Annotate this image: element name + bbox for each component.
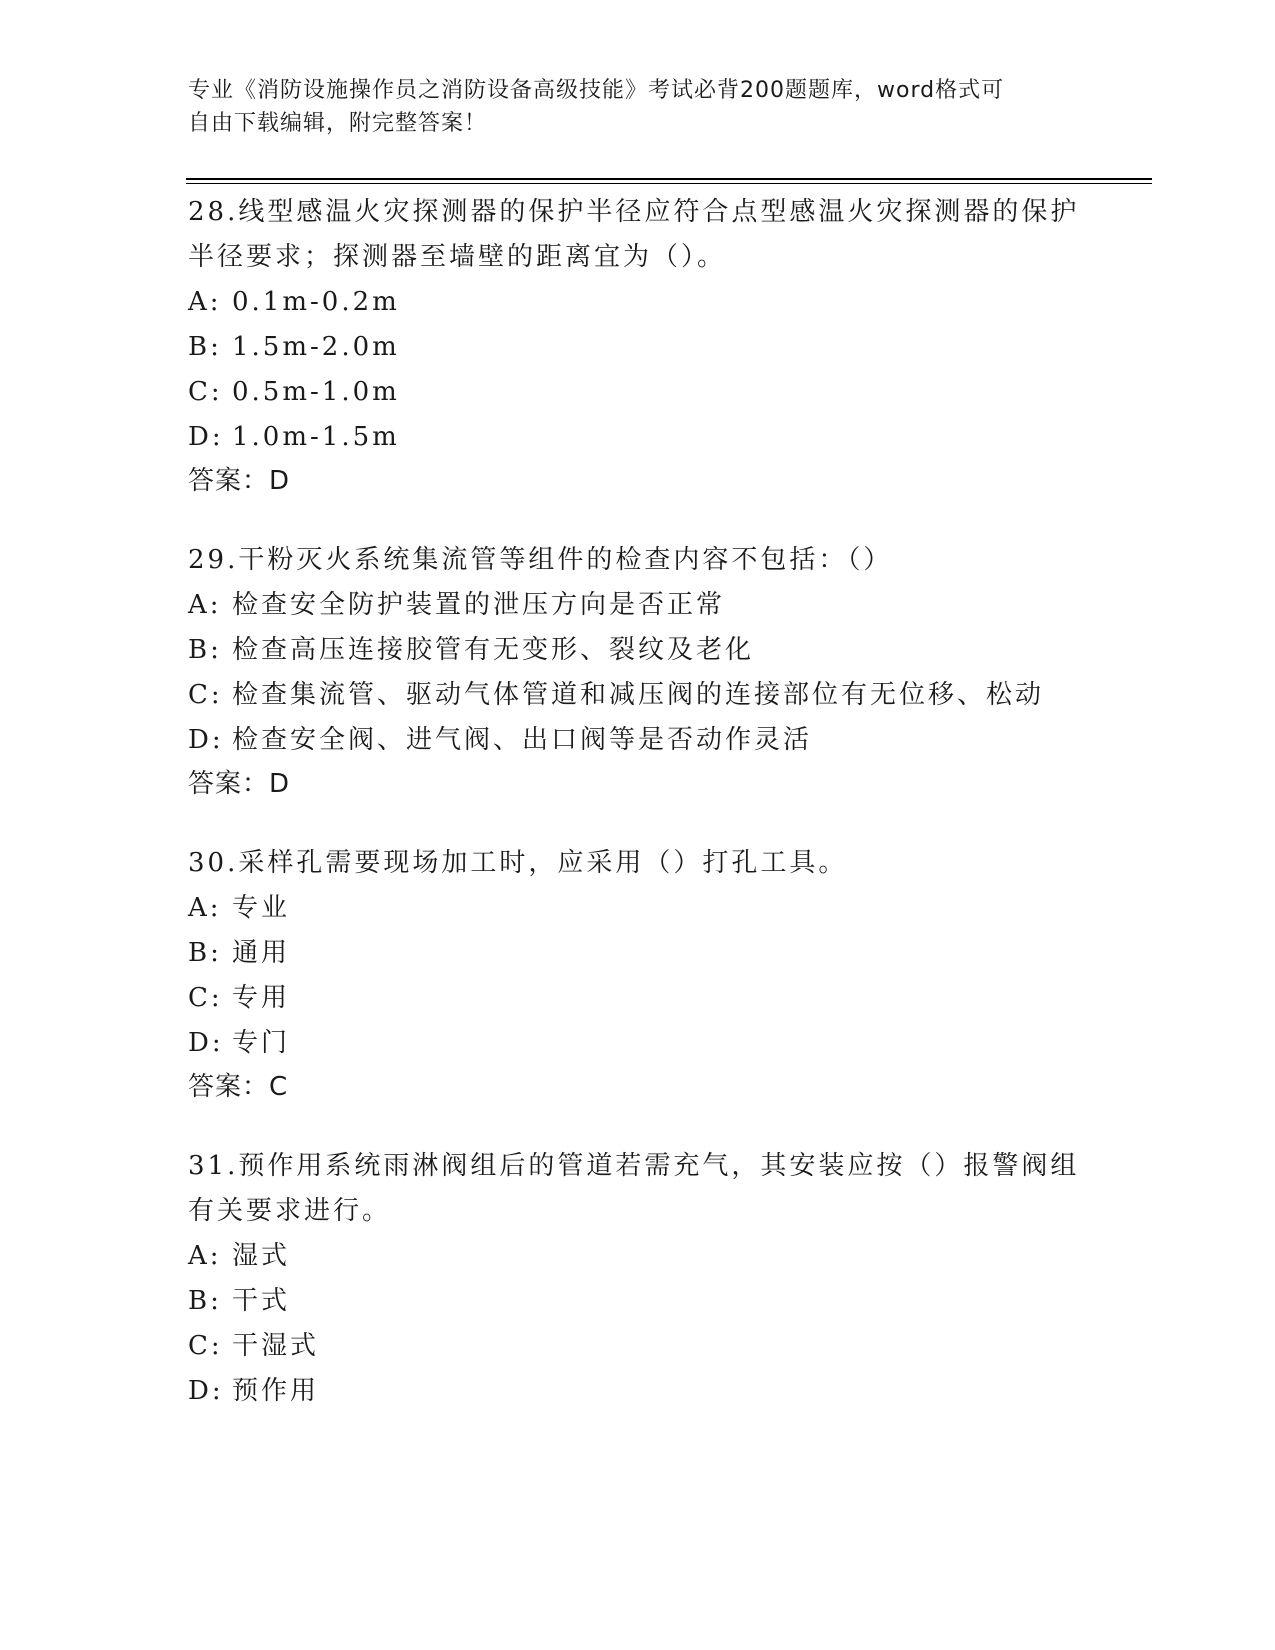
option-d	[188, 718, 1088, 763]
question-28	[188, 190, 1088, 502]
option-letter: A:	[188, 893, 222, 923]
option-a	[188, 583, 1088, 628]
option-letter: C:	[188, 1331, 223, 1361]
question-stem: 28.线型感温火灾探测器的保护半径应符合点型感温火灾探测器的保护半径要求；探测器至墙壁的距离宜为（）。	[188, 197, 1080, 272]
option-letter: B:	[188, 938, 222, 968]
option-b	[188, 1279, 1088, 1324]
option-letter: B:	[188, 332, 222, 362]
question-list	[188, 190, 1088, 1450]
question-30	[188, 841, 1088, 1108]
option-b	[188, 628, 1088, 673]
option-letter: A:	[188, 1241, 222, 1271]
option-text: 0.5m-1.0m	[232, 377, 400, 407]
option-letter: D:	[188, 725, 224, 755]
option-a	[188, 1234, 1088, 1279]
header-divider-thick	[186, 178, 1152, 180]
option-letter: C:	[188, 983, 223, 1013]
option-letter: A:	[188, 287, 222, 317]
header-line-1: 专业《消防设施操作员之消防设备高级技能》考试必背200题题库，word格式可	[188, 78, 1005, 103]
option-c	[188, 673, 1088, 718]
answer-text: 答案：D	[188, 466, 291, 496]
option-c	[188, 976, 1088, 1021]
option-letter: C:	[188, 680, 223, 710]
question-stem: 31.预作用系统雨淋阀组后的管道若需充气，其安装应按（）报警阀组有关要求进行。	[188, 1151, 1080, 1226]
option-a	[188, 280, 1088, 325]
answer-text: 答案：C	[188, 1072, 289, 1102]
option-letter: D:	[188, 1028, 224, 1058]
option-text: 专门	[232, 1028, 291, 1058]
option-d	[188, 1021, 1088, 1066]
option-letter: B:	[188, 635, 222, 665]
option-d	[188, 1369, 1088, 1414]
option-letter: C:	[188, 377, 223, 407]
option-letter: D:	[188, 422, 224, 452]
option-text: 干湿式	[232, 1331, 320, 1361]
option-text: 检查集流管、驱动气体管道和减压阀的连接部位有无位移、松动	[232, 680, 1045, 710]
option-text: 0.1m-0.2m	[232, 287, 400, 317]
document-header	[188, 74, 1068, 140]
question-29	[188, 538, 1088, 805]
option-b	[188, 931, 1088, 976]
option-letter: D:	[188, 1376, 224, 1406]
header-line-2: 自由下载编辑，附完整答案！	[188, 111, 488, 136]
option-text: 干式	[232, 1286, 291, 1316]
option-text: 湿式	[232, 1241, 291, 1271]
question-stem: 30.采样孔需要现场加工时，应采用（）打孔工具。	[188, 848, 848, 878]
option-text: 1.0m-1.5m	[232, 422, 400, 452]
option-text: 检查高压连接胶管有无变形、裂纹及老化	[232, 635, 755, 665]
question-31	[188, 1144, 1088, 1414]
option-c	[188, 1324, 1088, 1369]
option-text: 专用	[232, 983, 291, 1013]
option-text: 检查安全防护装置的泄压方向是否正常	[232, 590, 726, 620]
option-c	[188, 370, 1088, 415]
option-a	[188, 886, 1088, 931]
option-letter: A:	[188, 590, 222, 620]
option-text: 预作用	[232, 1376, 320, 1406]
option-text: 专业	[232, 893, 291, 923]
header-divider-thin	[186, 183, 1152, 184]
question-stem: 29.干粉灭火系统集流管等组件的检查内容不包括：（）	[188, 545, 893, 575]
option-b	[188, 325, 1088, 370]
option-text: 检查安全阀、进气阀、出口阀等是否动作灵活	[232, 725, 813, 755]
option-text: 通用	[232, 938, 291, 968]
option-d	[188, 415, 1088, 460]
answer-text: 答案：D	[188, 769, 291, 799]
option-letter: B:	[188, 1286, 222, 1316]
option-text: 1.5m-2.0m	[232, 332, 400, 362]
